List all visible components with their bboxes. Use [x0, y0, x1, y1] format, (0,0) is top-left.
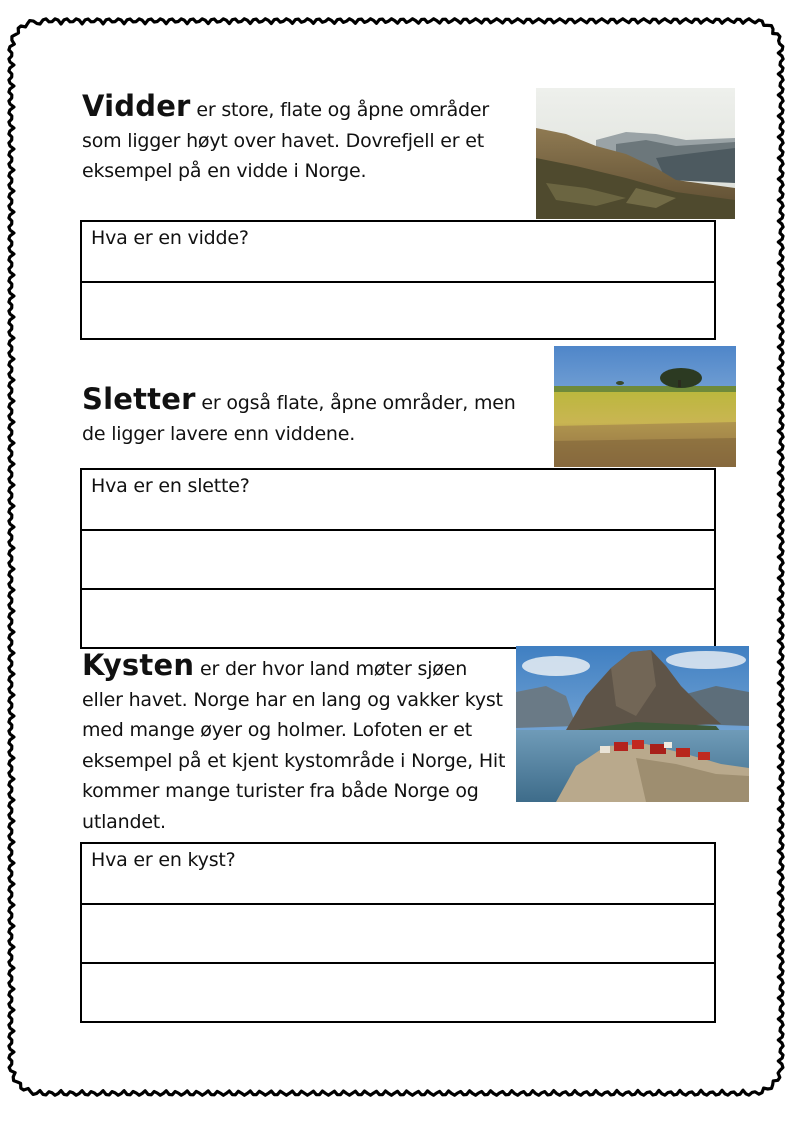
vidder-question-cell[interactable]	[81, 221, 715, 282]
kysten-answer-line-2[interactable]	[81, 963, 715, 1022]
kysten-answer-line-1[interactable]	[81, 904, 715, 963]
vidder-answer-table	[80, 220, 716, 340]
vidder-answer-line[interactable]	[81, 282, 715, 339]
sletter-answer-table	[80, 468, 716, 649]
kysten-question: Hva er en kyst?	[91, 849, 236, 871]
sletter-answer-line-1[interactable]	[81, 530, 715, 589]
grass-plain-photo	[554, 346, 736, 467]
kysten-answer-table	[80, 842, 716, 1023]
sletter-paragraph	[82, 384, 522, 449]
sletter-term: Sletter	[82, 382, 196, 416]
kysten-question-cell[interactable]	[81, 843, 715, 904]
vidder-paragraph	[82, 91, 532, 187]
sletter-question: Hva er en slette?	[91, 475, 250, 497]
kysten-description: er der hvor land møter sjøen eller havet. Norge har en lang og vakker kyst med mange øyer og holmer. Lofoten er et eksempel på et kjent kystområde i Norge, Hit kommer mange turister fra både Norge og utlandet.	[82, 658, 506, 833]
kysten-term: Kysten	[82, 648, 195, 682]
sletter-answer-line-2[interactable]	[81, 589, 715, 648]
vidder-question: Hva er en vidde?	[91, 227, 249, 249]
vidder-term: Vidder	[82, 89, 191, 123]
lofoten-coast-photo	[516, 646, 749, 802]
vidder-description: er store, flate og åpne områder som ligger høyt over havet. Dovrefjell er et eksempel på en vidde i Norge.	[82, 99, 490, 182]
mountain-plateau-photo	[536, 88, 735, 219]
sletter-question-cell[interactable]	[81, 469, 715, 530]
sletter-description: er også flate, åpne områder, men de ligger lavere enn viddene.	[82, 392, 516, 445]
kysten-paragraph	[82, 650, 507, 837]
